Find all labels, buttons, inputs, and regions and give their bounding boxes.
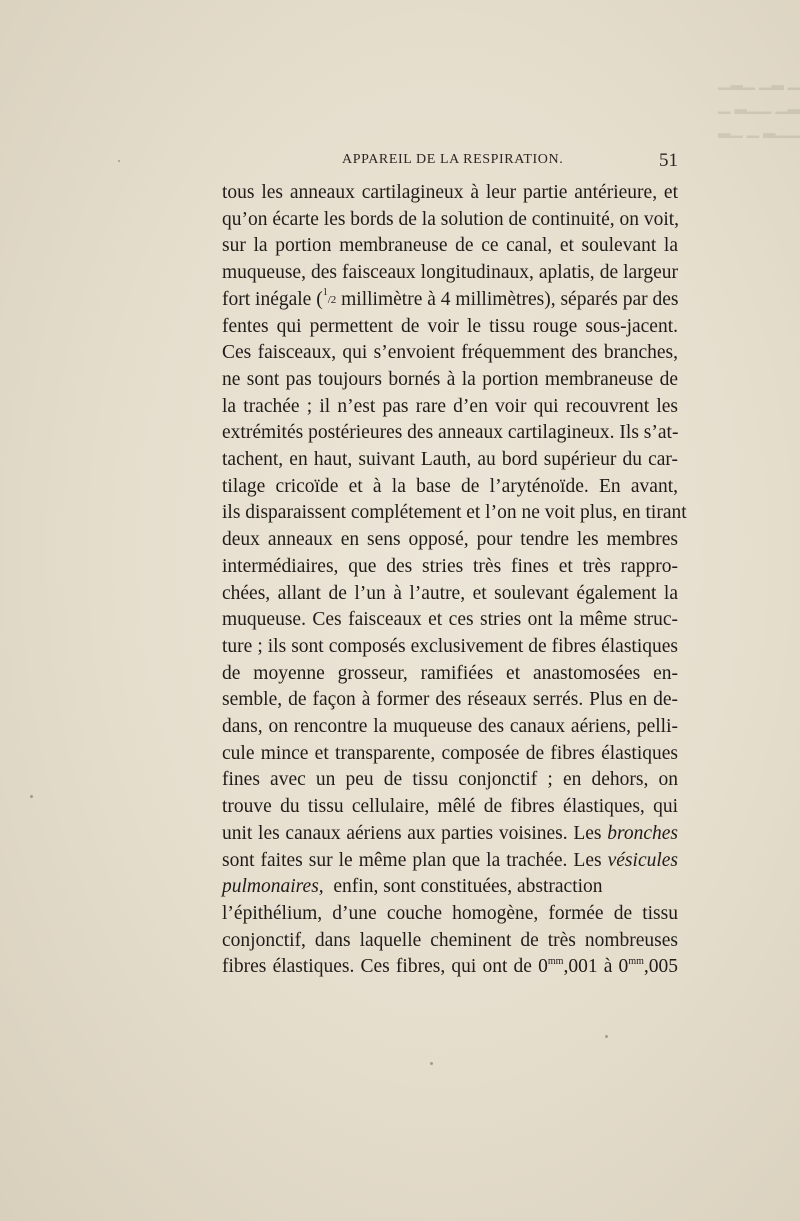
italic-term: bronches	[607, 822, 678, 844]
unit-superscript: mm	[547, 956, 564, 968]
text-line: tachent, en haut, suivant Lauth, au bord supérieur du car-	[222, 449, 678, 471]
fraction: $^1$/2	[322, 286, 337, 306]
text-fragment: millimètre à 4 millimètres), séparés par des	[341, 288, 679, 310]
text-line: cule mince et transparente, composée de fibres élastiques	[222, 742, 678, 764]
text-line: chées, allant de l’un à l’autre, et soulevant également la	[222, 582, 678, 604]
italic-term: vésicules	[607, 849, 679, 871]
running-title: APPAREIL DE LA RESPIRATION.	[342, 152, 564, 167]
text-line	[222, 287, 678, 314]
page-header	[222, 150, 678, 174]
bleed-through-text: ▁▂▁ ▁▂ ▁ ▁ ▂▁▁ ▁▂ ▂▁ ▁ ▂▁▁	[718, 73, 800, 138]
text-fragment: ,005	[643, 956, 678, 978]
text-fragment: ,001 à 0	[563, 956, 629, 978]
text-fragment: fibres élastiques. Ces fibres, qui ont de 0	[222, 956, 548, 978]
text-line: la trachée ; il n’est pas rare d’en voir qui recouvrent les	[222, 395, 678, 417]
text-line: conjonctif, dans laquelle cheminent de très nombreuses	[222, 929, 678, 951]
text-line: dans, on rencontre la muqueuse des canaux aériens, pelli-	[222, 716, 678, 738]
text-fragment: unit les canaux aériens aux parties voisines. Les	[222, 822, 602, 844]
text-line: l’épithélium, d’une couche homogène, formée de tissu	[222, 902, 678, 924]
text-line: ne sont pas toujours bornés à la portion membraneuse de	[222, 368, 678, 390]
text-line: extrémités postérieures des anneaux cartilagineux. Ils s’at-	[222, 422, 679, 444]
paper-speck	[30, 795, 33, 798]
text-line: deux anneaux en sens opposé, pour tendre les membres	[222, 529, 678, 551]
text-line: tilage cricoïde et à la base de l’aryténoïde. En avant,	[222, 475, 678, 497]
text-line	[222, 874, 678, 901]
paper-speck	[118, 160, 120, 162]
text-fragment: enfin, sont constituées, abstraction	[333, 876, 603, 898]
text-line	[222, 954, 678, 981]
text-line: trouve du tissu cellulaire, mêlé de fibres élastiques, qui	[222, 796, 678, 818]
text-line: muqueuse. Ces faisceaux et ces stries ont la même struc-	[222, 609, 678, 631]
text-line: tous les anneaux cartilagineux à leur partie antérieure, et	[222, 182, 678, 203]
italic-term: pulmonaires,	[222, 876, 324, 898]
text-line: qu’on écarte les bords de la solution de continuité, on voit,	[222, 208, 680, 230]
text-line: ture ; ils sont composés exclusivement de fibres élastiques	[222, 635, 678, 657]
text-line: semble, de façon à former des réseaux serrés. Plus en de-	[222, 689, 678, 711]
fraction-denominator: 2	[330, 293, 337, 306]
text-fragment: sont faites sur le même plan que la trachée. Les	[222, 849, 602, 871]
text-line	[222, 848, 678, 875]
unit-superscript: mm	[628, 956, 644, 968]
fraction-numerator: 1	[322, 286, 328, 298]
text-fragment: fort inégale (	[222, 288, 323, 310]
text-line: sur la portion membraneuse de ce canal, et soulevant la	[222, 235, 678, 257]
text-line: fentes qui permettent de voir le tissu rouge sous-jacent.	[222, 315, 678, 337]
body-text	[222, 180, 687, 981]
text-line	[222, 821, 678, 848]
text-line: fines avec un peu de tissu conjonctif ; en dehors, on	[222, 769, 678, 791]
paper-speck	[605, 1035, 608, 1038]
text-line: intermédiaires, que des stries très fines et très rappro-	[222, 555, 678, 577]
page-number: 51	[659, 150, 678, 171]
text-line: de moyenne grosseur, ramifiées et anastomosées en-	[222, 662, 678, 684]
text-line: Ces faisceaux, qui s’envoient fréquemment des branches,	[222, 342, 678, 364]
text-line: muqueuse, des faisceaux longitudinaux, aplatis, de largeur	[222, 262, 678, 284]
text-line: ils disparaissent complétement et l’on ne voit plus, en tirant	[222, 502, 687, 524]
paper-speck	[430, 1062, 433, 1065]
